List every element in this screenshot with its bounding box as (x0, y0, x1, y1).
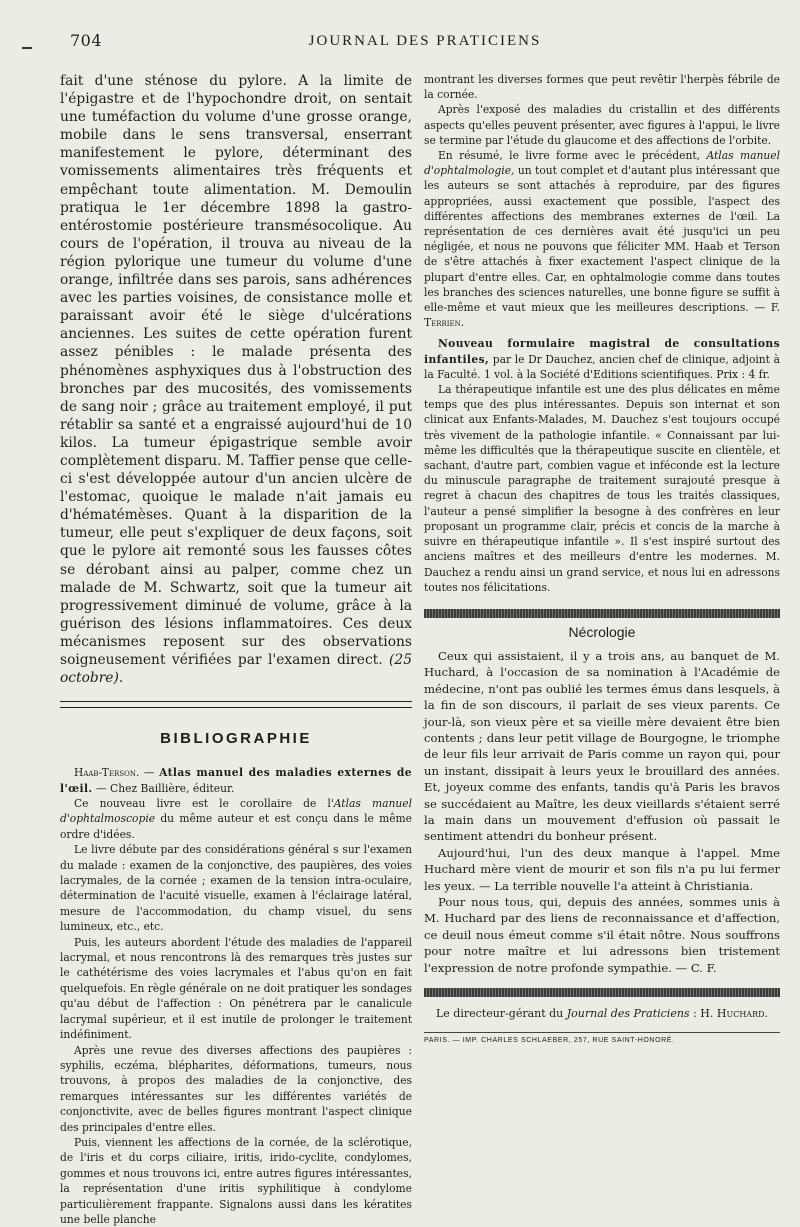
review-paragraph: Puis, les auteurs abordent l'étude des maladies de l'appareil lacrymal, et nous rencontrons là des remarques très justes sur le cathétérisme des voies lacrymales et l'abus qu'on en fait quelquefois. En règle générale on ne doit pratiquer les sondages qu'au début de l'affection : On pénétrera par le canalicule lacrymal supérieur, et il est inutile de prolonger le traitement indéfiniment. (60, 935, 412, 1042)
margin-mark (22, 47, 32, 49)
case-report-body: fait d'une sténose du pylore. A la limite de l'épigastre et de l'hypochondre droit, on sentait une tuméfaction du volume d'une grosse orange, mobile dans le sens transversal, enserrant manifestement le pylore, déterminant des vomissements alimentaires très fréquents et empêchant toute alimentation. M. Demoulin pratiqua le 1er décembre 1898 la gastro-entérostomie postérieure transmésocolique. Au cours de l'opération, il trouva au niveau de la région pylorique une tumeur du volume d'une orange, infiltrée dans ses parois, sans adhérences avec les parties voisines, de consistance molle et paraissant avoir été le siège d'ulcérations anciennes. Les suites de cette opération furent assez pénibles : le malade présenta des phénomènes asphyxiques dus à l'obstruction des bronches par des mucosités, des vomissements de sang noir ; grâce au traitement employé, il put rétablir sa santé et a engraissé aujourd'hui de 10 kilos. La tumeur épigastrique semble avoir complètement disparu. M. Taffier pense que celle-ci s'est développée autour d'un ancien ulcère de l'estomac, quoique le malade n'ait jamais eu d'hématémèses. Quant à la disparition de la tumeur, elle peut s'expliquer de deux façons, soit que le pylore ait remonté sous les fausses côtes se dérobant ainsi au palper, comme chez un malade de M. Schwartz, soit que la tumeur ait progressivement diminué de volume, grâce à la guérison des lésions inflammatoires. Ces deux mécanismes reposent sur des observations soigneusement vérifiées par l'examen direct. (60, 73, 412, 668)
section-divider (424, 609, 780, 618)
necrology-heading: Nécrologie (568, 623, 636, 640)
case-report-date: (25 octobre). (60, 652, 412, 687)
book-publisher: — Chez Baillière, éditeur. (95, 781, 235, 795)
section-divider (60, 701, 412, 708)
review-paragraph: Après une revue des diverses affections des paupières : syphilis, eczéma, blépharites, déformations, tumeurs, nous trouvons, à propos des maladies de la conjonctive, des remarques intéressantes sur les différentes variétés de conjonctivite, avec de belles figures montrant l'aspect clinique des principales d'entre elles. (60, 1043, 412, 1134)
review-signature: F. Terrien. (424, 301, 780, 330)
journal-title: JOURNAL DES PRATICIENS (308, 33, 542, 49)
footer-rule (424, 1032, 780, 1033)
necrology-paragraph: Pour nous tous, qui, depuis des années, sommes unis à M. Huchard par des liens de reconnaissance et d'affection, ce deuil nous émeut comme s'il était nôtre. Nous souffrons pour notre maître et lui adressons bien tristement l'expression de notre profonde sympathie. — C. F. (424, 895, 780, 975)
book-title: Nouveau formulaire magistral de consultations infantiles, (424, 337, 780, 366)
necrology-paragraph: Ceux qui assistaient, il y a trois ans, au banquet de M. Huchard, à l'occasion de sa nomination à l'Académie de médecine, n'ont pas oublié les termes émus dans lesquels, à la fin de son discours, il parlait de ses vieux parents. Ce jour-là, son vieux père et sa vieille mère devaient être bien contents ; dans leur petit village de Bourgogne, le triomphe de leur fils leur arrivait de Paris comme un rayon qui, pour un instant, dissipait à leurs yeux le brouillard des années. Et, joyeux comme des enfants, tandis qu'à Paris les bravos se succédaient au Maître, les deux vieillards s'étaient serré la main dans un mouvement d'effusion où passait le sentiment attendri du bonheur présent. (424, 648, 780, 844)
bibliography-heading: BIBLIOGRAPHIE (160, 730, 312, 748)
review-paragraph: Ce nouveau livre est le corollaire de l'Atlas manuel d'ophtalmoscopie du même auteur et est conçu dans le même ordre d'idées. (60, 797, 412, 841)
book-entry-dauchez (424, 336, 780, 382)
page-number: 704 (70, 31, 103, 50)
section-divider (424, 988, 780, 997)
case-report-text (60, 72, 412, 687)
review-paragraph: Puis, viennent les affections de la cornée, de la sclérotique, de l'iris et du corps ciliaire, iritis, irido-cyclite, condylomes, gommes et nous trouvons ici, entre autres figures intéressantes, la représentation d'une iritis syphilitique à condylome particulièrement frappante. Signalons aussi dans les kératites une belle planche (60, 1135, 412, 1226)
director-line: Le directeur-gérant du Journal des Praticiens : H. Huchard. (435, 1007, 769, 1021)
necrology-paragraph: Aujourd'hui, l'un des deux manque à l'appel. Mme Huchard mère vient de mourir et son fils n'a pu lui fermer les yeux. — La terrible nouvelle l'a atteint à Christiania. (424, 845, 780, 893)
left-column (60, 72, 412, 1227)
book-title: Atlas manuel des maladies externes de l'œil. (60, 766, 412, 795)
printer-imprint: PARIS. — IMP. CHARLES SCHLAEBER, 257, RUE SAINT-HONORÉ. (424, 1037, 675, 1045)
review-paragraph: Le livre débute par des considérations général s sur l'examen du malade : examen de la conjonctive, des paupières, des voies lacrymales, de la cornée ; examen de la tension intra-oculaire, détermination de l'acuité visuelle, examen à l'éclairage latéral, mesure de l'accommodation, du champ visuel, du sens lumineux, etc., etc. (60, 843, 412, 934)
review-paragraph: Après l'exposé des maladies du cristallin et des différents aspects qu'elles peuvent présenter, avec figures à l'appui, le livre se termine par l'étude du glaucome et des affections de l'orbite. (424, 103, 780, 147)
book-info: par le Dr Dauchez, ancien chef de clinique, adjoint à la Faculté. 1 vol. à la Société d'Editions scientifiques. Prix : 4 fr. (424, 352, 780, 381)
review-paragraph: La thérapeutique infantile est une des plus délicates en même temps que des plus intéressantes. Depuis son internat et son clinicat aux Enfants-Malades, M. Dauchez s'est toujours occupé très vivement de la pathologie infantile. « Connaissant par lui-même les difficultés que la thérapeutique suscite en clientèle, et sachant, d'autre part, combien vague et inféconde est la lecture du minuscule paragraphe de traitement surajouté presque à regret à chacun des chapitres de tous les traités classiques, l'auteur a pensé simplifier la besogne à des confrères en leur proposant un programme clair, précis et concis de la marche à suivre en thérapeutique infantile ». Il s'est inspiré surtout des anciens maîtres et des meilleurs d'entre les modernes. M. Dauchez a rendu ainsi un grand service, et nous lui en adressons toutes nos félicitations. (424, 383, 780, 594)
book-authors: Haab-Terson. (74, 766, 140, 780)
book-entry-haab-terson: Haab-Terson. — Atlas manuel des maladies externes de l'œil. — Chez Baillière, éditeur. (60, 766, 412, 795)
right-column (424, 72, 780, 1044)
review-paragraph: En résumé, le livre forme avec le précédent, Atlas manuel d'ophtalmologie, un tout complet et d'autant plus intéressant que les auteurs se sont attachés à reproduire, par des figures appropriées, aussi exactement que possible, l'aspect des différentes affections des membranes externes de l'œil. La représentation de ces dernières avait été jusqu'ici un peu négligée, et nous ne pouvons que féliciter MM. Haab et Terson de s'être attachés à fixer exactement l'aspect clinique de la plupart d'entre elles. Car, en ophtalmologie comme dans toutes les branches des sciences naturelles, une bonne figure se suffit à elle-même et vaut mieux que les meilleures descriptions. — F. Terrien. (424, 149, 780, 330)
review-paragraph: montrant les diverses formes que peut revêtir l'herpès fébrile de la cornée. (424, 73, 780, 102)
